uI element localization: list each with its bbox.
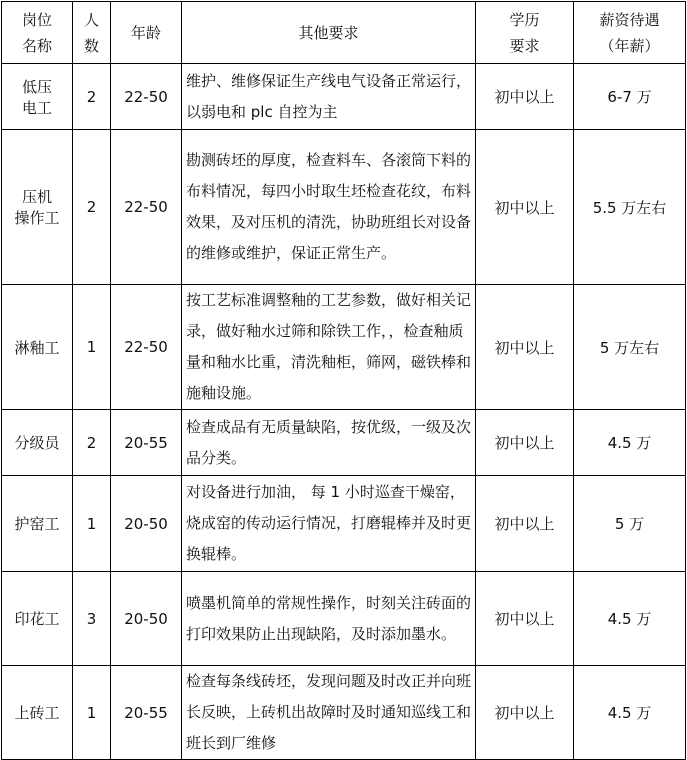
requirements-cell: 对设备进行加油， 每 1 小时巡查干燥窑，烧成窑的传动运行情况，打磨辊棒并及时更换辊棒。 xyxy=(182,476,476,572)
header-age: 年龄 xyxy=(111,2,182,64)
requirements-cell: 检查每条线砖坯，发现问题及时改正并向班长反映，上砖机出故障时及时通知巡线工和班长到厂维修 xyxy=(182,666,476,760)
education-cell: 初中以上 xyxy=(476,64,574,130)
age-cell: 22-50 xyxy=(111,64,182,130)
header-salary: 薪资待遇 （年薪） xyxy=(574,2,686,64)
job-table xyxy=(1,1,686,760)
table-row xyxy=(2,64,686,130)
age-cell: 20-55 xyxy=(111,410,182,476)
age-cell: 20-50 xyxy=(111,572,182,666)
education-cell: 初中以上 xyxy=(476,130,574,285)
age-cell: 20-55 xyxy=(111,666,182,760)
table-row xyxy=(2,130,686,285)
position-cell: 护窑工 xyxy=(2,476,73,572)
table-row xyxy=(2,476,686,572)
position-cell: 压机 操作工 xyxy=(2,130,73,285)
salary-cell: 6-7 万 xyxy=(574,64,686,130)
table-row xyxy=(2,285,686,410)
education-cell: 初中以上 xyxy=(476,476,574,572)
position-cell: 分级员 xyxy=(2,410,73,476)
salary-cell: 5.5 万左右 xyxy=(574,130,686,285)
count-cell: 2 xyxy=(73,410,111,476)
header-position: 岗位 名称 xyxy=(2,2,73,64)
count-cell: 2 xyxy=(73,130,111,285)
education-cell: 初中以上 xyxy=(476,285,574,410)
count-cell: 3 xyxy=(73,572,111,666)
table-row xyxy=(2,410,686,476)
education-cell: 初中以上 xyxy=(476,572,574,666)
count-cell: 1 xyxy=(73,476,111,572)
position-cell: 印花工 xyxy=(2,572,73,666)
requirements-cell: 喷墨机简单的常规性操作，时刻关注砖面的打印效果防止出现缺陷，及时添加墨水。 xyxy=(182,572,476,666)
count-cell: 2 xyxy=(73,64,111,130)
header-row xyxy=(2,2,686,64)
salary-cell: 4.5 万 xyxy=(574,572,686,666)
requirements-cell: 按工艺标准调整釉的工艺参数，做好相关记录，做好釉水过筛和除铁工作，，检查釉质量和釉水比重，清洗釉柜，筛网，磁铁棒和施釉设施。 xyxy=(182,285,476,410)
position-cell: 淋釉工 xyxy=(2,285,73,410)
header-count: 人 数 xyxy=(73,2,111,64)
salary-cell: 5 万 xyxy=(574,476,686,572)
table-row xyxy=(2,666,686,760)
header-education: 学历 要求 xyxy=(476,2,574,64)
age-cell: 22-50 xyxy=(111,285,182,410)
table-row xyxy=(2,572,686,666)
count-cell: 1 xyxy=(73,285,111,410)
age-cell: 20-50 xyxy=(111,476,182,572)
age-cell: 22-50 xyxy=(111,130,182,285)
header-requirements: 其他要求 xyxy=(182,2,476,64)
position-cell: 上砖工 xyxy=(2,666,73,760)
requirements-cell: 检查成品有无质量缺陷，按优级，一级及次品分类。 xyxy=(182,410,476,476)
education-cell: 初中以上 xyxy=(476,410,574,476)
salary-cell: 4.5 万 xyxy=(574,410,686,476)
position-cell: 低压 电工 xyxy=(2,64,73,130)
salary-cell: 5 万左右 xyxy=(574,285,686,410)
requirements-cell: 维护、维修保证生产线电气设备正常运行，以弱电和 plc 自控为主 xyxy=(182,64,476,130)
count-cell: 1 xyxy=(73,666,111,760)
education-cell: 初中以上 xyxy=(476,666,574,760)
requirements-cell: 勘测砖坯的厚度，检查料车、各滚筒下料的布料情况，每四小时取生坯检查花纹，布料效果，及对压机的清洗，协助班组长对设备的维修或维护，保证正常生产。 xyxy=(182,130,476,285)
salary-cell: 4.5 万 xyxy=(574,666,686,760)
